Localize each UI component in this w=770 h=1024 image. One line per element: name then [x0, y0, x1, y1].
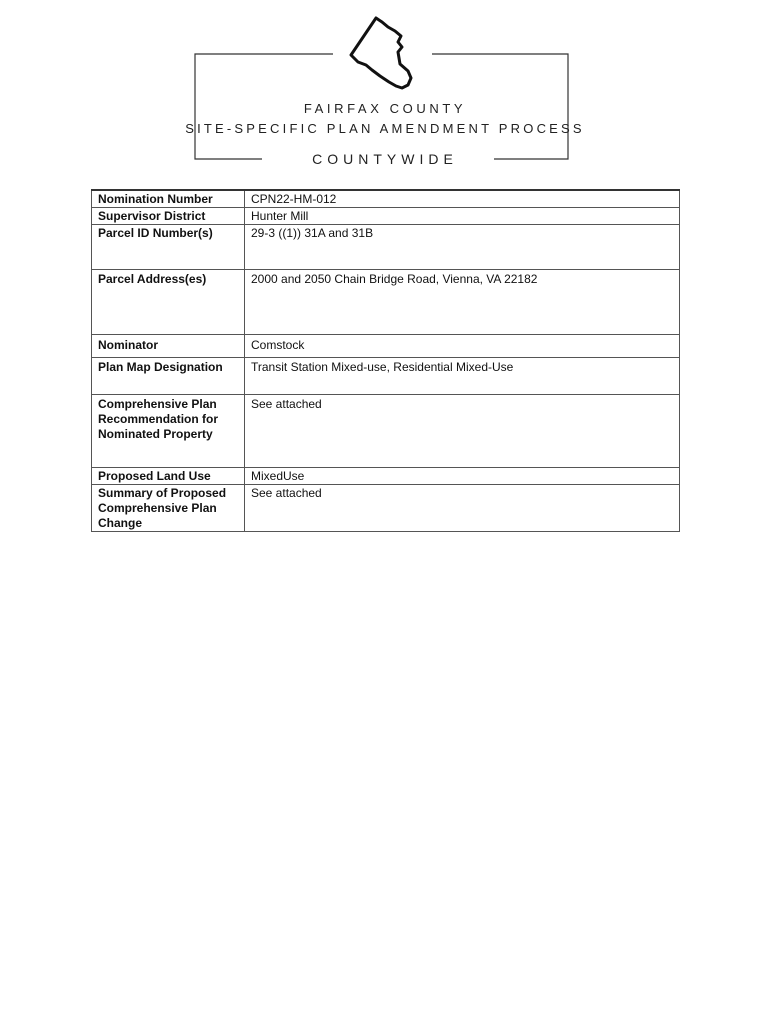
row-label: Parcel ID Number(s)	[92, 225, 245, 270]
header-subtitle: SITE-SPECIFIC PLAN AMENDMENT PROCESS	[185, 121, 585, 136]
table-row	[92, 208, 680, 225]
row-label: Nominator	[92, 335, 245, 358]
row-value: 29-3 ((1)) 31A and 31B	[245, 225, 680, 270]
row-value: See attached	[245, 395, 680, 468]
table-row	[92, 485, 680, 532]
row-value: MixedUse	[245, 468, 680, 485]
table-row	[92, 395, 680, 468]
table-row	[92, 190, 680, 208]
table-row	[92, 358, 680, 395]
row-value: See attached	[245, 485, 680, 532]
row-value: Comstock	[245, 335, 680, 358]
nomination-table	[91, 189, 680, 532]
header-scope: COUNTYWIDE	[312, 151, 458, 167]
document-header	[0, 0, 770, 190]
row-value: Hunter Mill	[245, 208, 680, 225]
table-row	[92, 225, 680, 270]
row-label: Comprehensive Plan Recommendation for Nominated Property	[92, 395, 245, 468]
row-value: Transit Station Mixed-use, Residential Mixed-Use	[245, 358, 680, 395]
row-label: Summary of Proposed Comprehensive Plan Change	[92, 485, 245, 532]
row-label: Plan Map Designation	[92, 358, 245, 395]
table-row	[92, 335, 680, 358]
table-row	[92, 468, 680, 485]
row-label: Nomination Number	[92, 190, 245, 208]
row-value: 2000 and 2050 Chain Bridge Road, Vienna, VA 22182	[245, 270, 680, 335]
row-label: Parcel Address(es)	[92, 270, 245, 335]
row-value: CPN22-HM-012	[245, 190, 680, 208]
header-title: FAIRFAX COUNTY	[303, 101, 467, 116]
row-label: Supervisor District	[92, 208, 245, 225]
row-label: Proposed Land Use	[92, 468, 245, 485]
table-row	[92, 270, 680, 335]
